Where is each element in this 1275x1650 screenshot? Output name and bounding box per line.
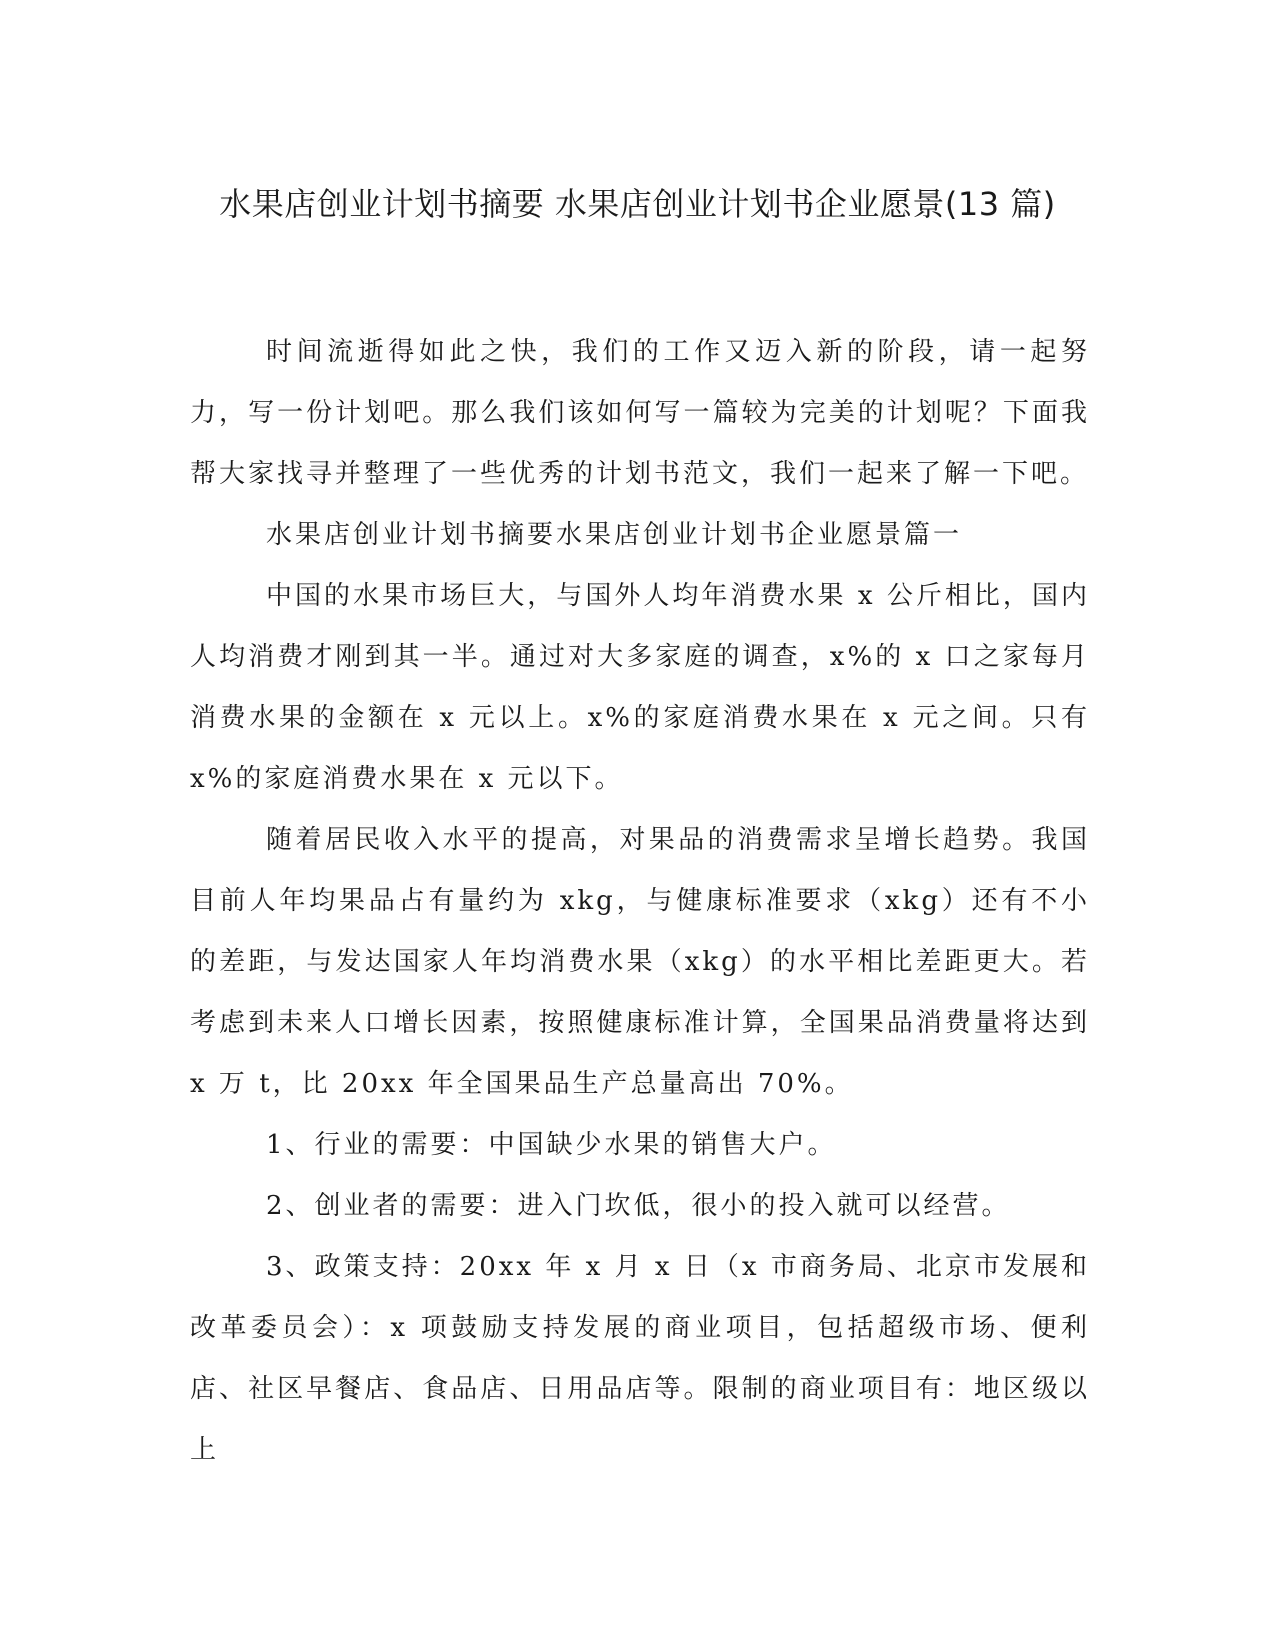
document-body	[190, 322, 1090, 1481]
market-paragraph: 中国的水果市场巨大，与国外人均年消费水果 x 公斤相比，国内人均消费才刚到其一半。通过对大多家庭的调查，x%的 x 口之家每月消费水果的金额在 x 元以上。x%的家庭消费水果在 x 元之间。只有 x%的家庭消费水果在 x 元以下。	[190, 581, 1090, 794]
section-heading: 水果店创业计划书摘要水果店创业计划书企业愿景篇一	[266, 520, 963, 550]
demand-paragraph: 随着居民收入水平的提高，对果品的消费需求呈增长趋势。我国目前人年均果品占有量约为 xkg，与健康标准要求（xkg）还有不小的差距，与发达国家人年均消费水果（xkg）的水平相比差距更大。若考虑到未来人口增长因素，按照健康标准计算，全国果品消费量将达到 x 万 t，比 20xx 年全国果品生产总量高出 70%。	[190, 825, 1090, 1099]
list-item-policy-support: 3、政策支持：20xx 年 x 月 x 日（x 市商务局、北京市发展和改革委员会）：x 项鼓励支持发展的商业项目，包括超级市场、便利店、社区早餐店、食品店、日用品店等。限制的商业项目有：地区级以上	[190, 1252, 1090, 1465]
list-item-industry-need: 1、行业的需要：中国缺少水果的销售大户。	[266, 1130, 837, 1160]
intro-paragraph: 时间流逝得如此之快，我们的工作又迈入新的阶段，请一起努力，写一份计划吧。那么我们该如何写一篇较为完美的计划呢？下面我帮大家找寻并整理了一些优秀的计划书范文，我们一起来了解一下吧。	[190, 337, 1090, 489]
list-item-entrepreneur-need: 2、创业者的需要：进入门坎低，很小的投入就可以经营。	[266, 1191, 1011, 1221]
document-title: 水果店创业计划书摘要 水果店创业计划书企业愿景(13 篇)	[219, 185, 1056, 223]
